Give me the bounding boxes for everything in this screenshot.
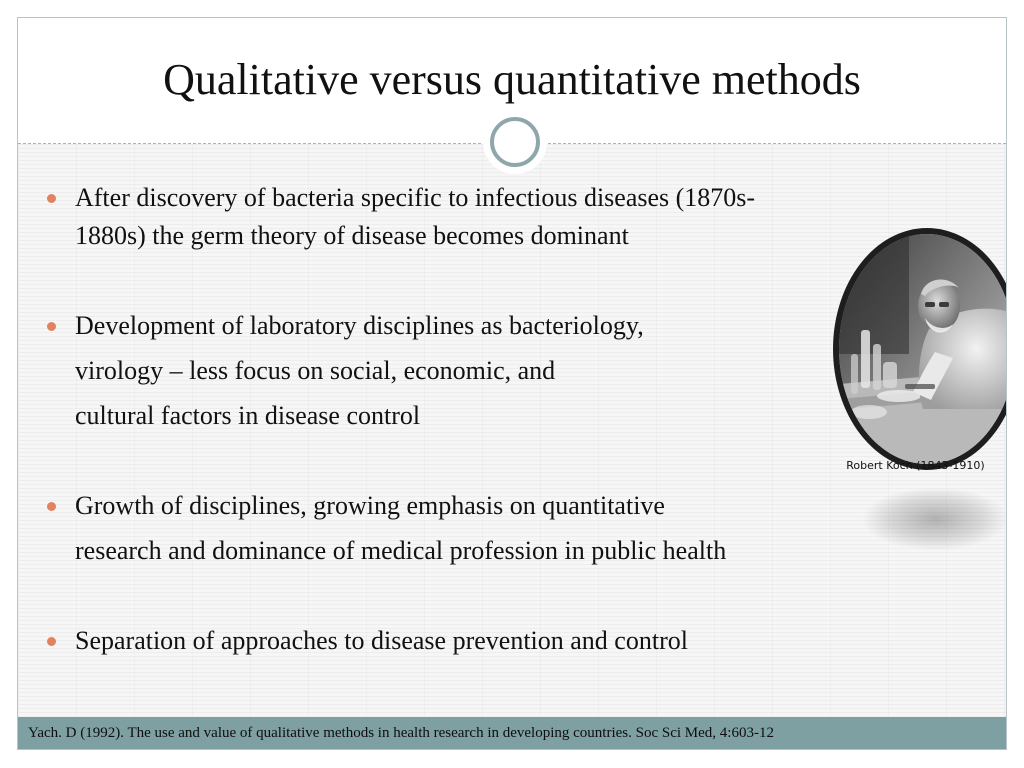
- bullet-line: 1880s) the germ theory of disease becomes dominant: [75, 221, 629, 250]
- bullet-line: After discovery of bacteria specific to infectious diseases (1870s-: [75, 183, 756, 212]
- bullet-dot-icon: [47, 194, 56, 203]
- bullet-dot-icon: [47, 502, 56, 511]
- bullet-line: Growth of disciplines, growing emphasis on quantitative: [75, 491, 665, 520]
- bullet-line: virology – less focus on social, economic, and: [75, 356, 556, 385]
- portrait-shadow: [863, 488, 1007, 550]
- citation-text: Yach. D (1992). The use and value of qualitative methods in health research in developing countries. Soc Sci Med, 4:603-12: [28, 725, 774, 741]
- slide-title: Qualitative versus quantitative methods: [163, 55, 861, 104]
- bullet-line: research and dominance of medical profession in public health: [75, 536, 727, 565]
- portrait-caption: Robert Koch (1843-1910): [846, 459, 985, 472]
- bullet-dot-icon: [47, 637, 56, 646]
- bullet-line: cultural factors in disease control: [75, 401, 421, 430]
- citation-bar: [18, 717, 1006, 750]
- bullet-dot-icon: [47, 322, 56, 331]
- portrait-photo: [839, 234, 1007, 464]
- slide: [17, 17, 1007, 750]
- bullet-line: Development of laboratory disciplines as bacteriology,: [75, 311, 644, 340]
- bullet-line: Separation of approaches to disease prevention and control: [75, 626, 688, 655]
- portrait-image: [833, 228, 1007, 470]
